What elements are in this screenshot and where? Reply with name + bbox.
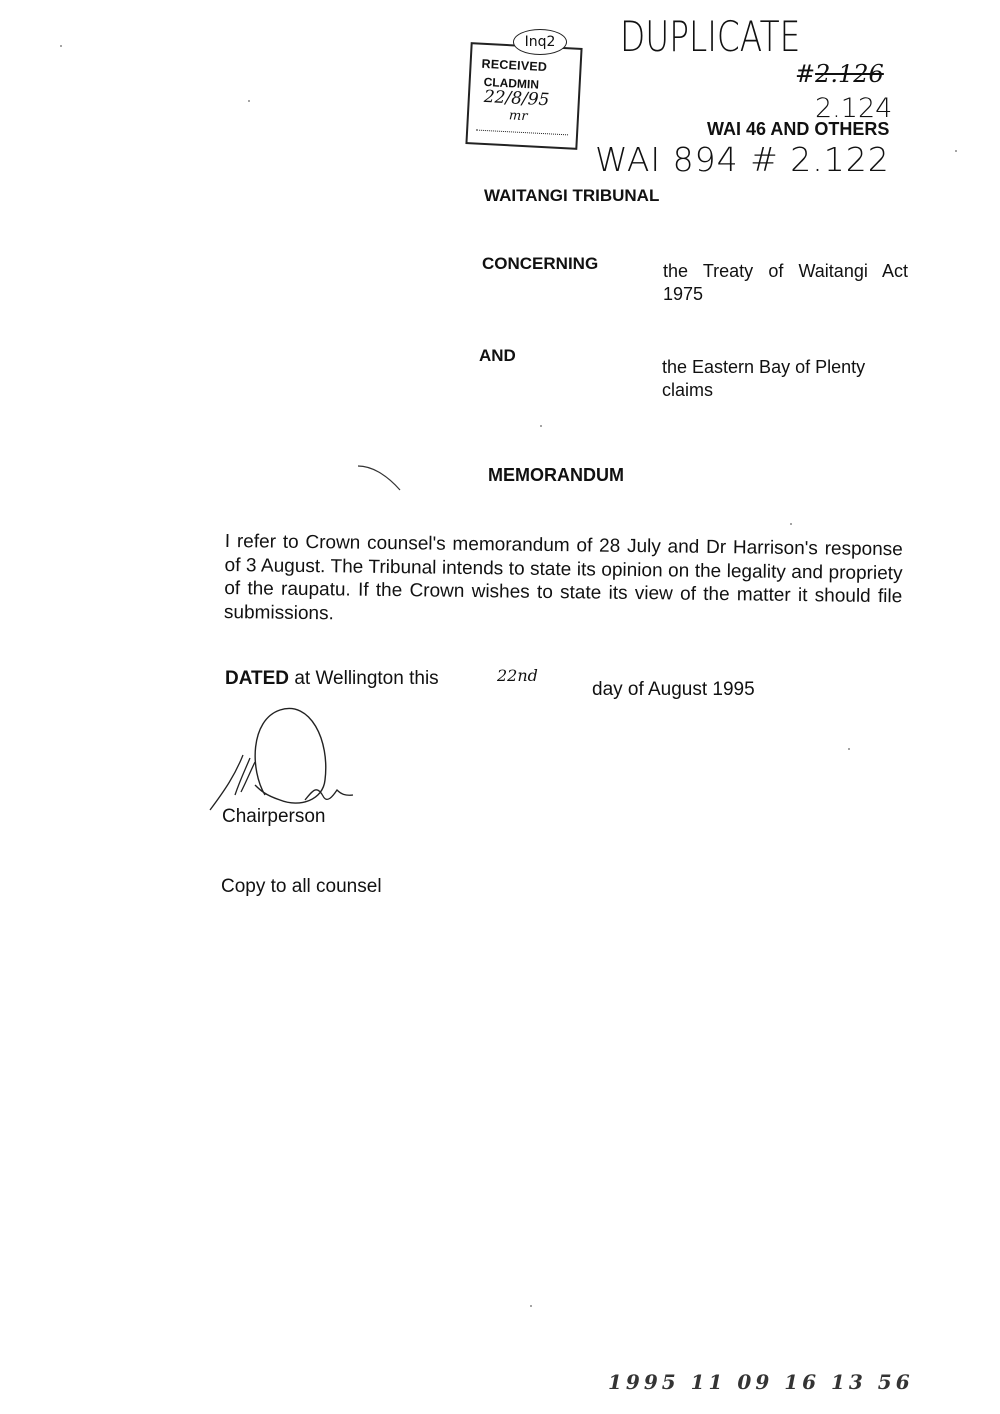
stamp-received-label: RECEIVED	[481, 56, 548, 75]
scan-speck	[955, 150, 957, 152]
stray-pen-mark	[356, 462, 406, 492]
concerning-value: the Treaty of Waitangi Act 1975	[663, 261, 908, 304]
stamp-initials: mr	[508, 108, 528, 125]
dated-day-handwritten: 22nd	[497, 666, 538, 685]
dated-label: DATED	[225, 668, 290, 689]
received-stamp	[465, 42, 582, 150]
struck-doc-number	[795, 60, 884, 88]
stamp-office-label: CLADMIN	[483, 74, 540, 92]
tribunal-name: WAITANGI TRIBUNAL	[484, 186, 660, 205]
scan-speck	[848, 748, 850, 750]
memorandum-title: MEMORANDUM	[488, 465, 624, 485]
and-label: AND	[479, 346, 516, 365]
fax-footer-code: 1995 11 09 16 13 56	[608, 1370, 914, 1394]
scan-speck	[540, 425, 542, 427]
and-value: the Eastern Bay of Plenty claims	[662, 357, 866, 400]
case-reference: WAI 46 AND OTHERS	[707, 119, 890, 139]
concerning-label: CONCERNING	[482, 254, 599, 273]
handwritten-reference: WAI 894 # 2.122	[595, 140, 890, 179]
scan-speck	[60, 45, 62, 47]
stamp-date: 22/8/95	[483, 86, 550, 111]
memorandum-body: I refer to Crown counsel's memorandum of 28 July and Dr Harrison's response of 3 August. The Tribunal intends to state its opinion on the legality and propriety of the raupatu. If the Crown wishes to state its view of the matter it should file submissions.	[223, 530, 903, 624]
scan-speck	[790, 523, 792, 525]
signatory-role: Chairperson	[222, 806, 326, 827]
dated-line	[225, 668, 439, 690]
scan-speck	[248, 100, 250, 102]
dated-place: at Wellington this	[294, 668, 439, 689]
scan-speck	[530, 1305, 532, 1307]
stamp-signature-line	[476, 130, 568, 136]
copy-note: Copy to all counsel	[221, 876, 382, 897]
doc-number-new: 2.124	[815, 93, 893, 124]
doc-number-struck: 2.126	[815, 60, 884, 88]
dated-month-year: day of August 1995	[592, 679, 755, 700]
duplicate-mark: DUPLICATE	[620, 12, 801, 61]
stamp-oval-annotation: Inq2	[513, 29, 567, 55]
doc-number-prefix: #	[795, 60, 816, 88]
